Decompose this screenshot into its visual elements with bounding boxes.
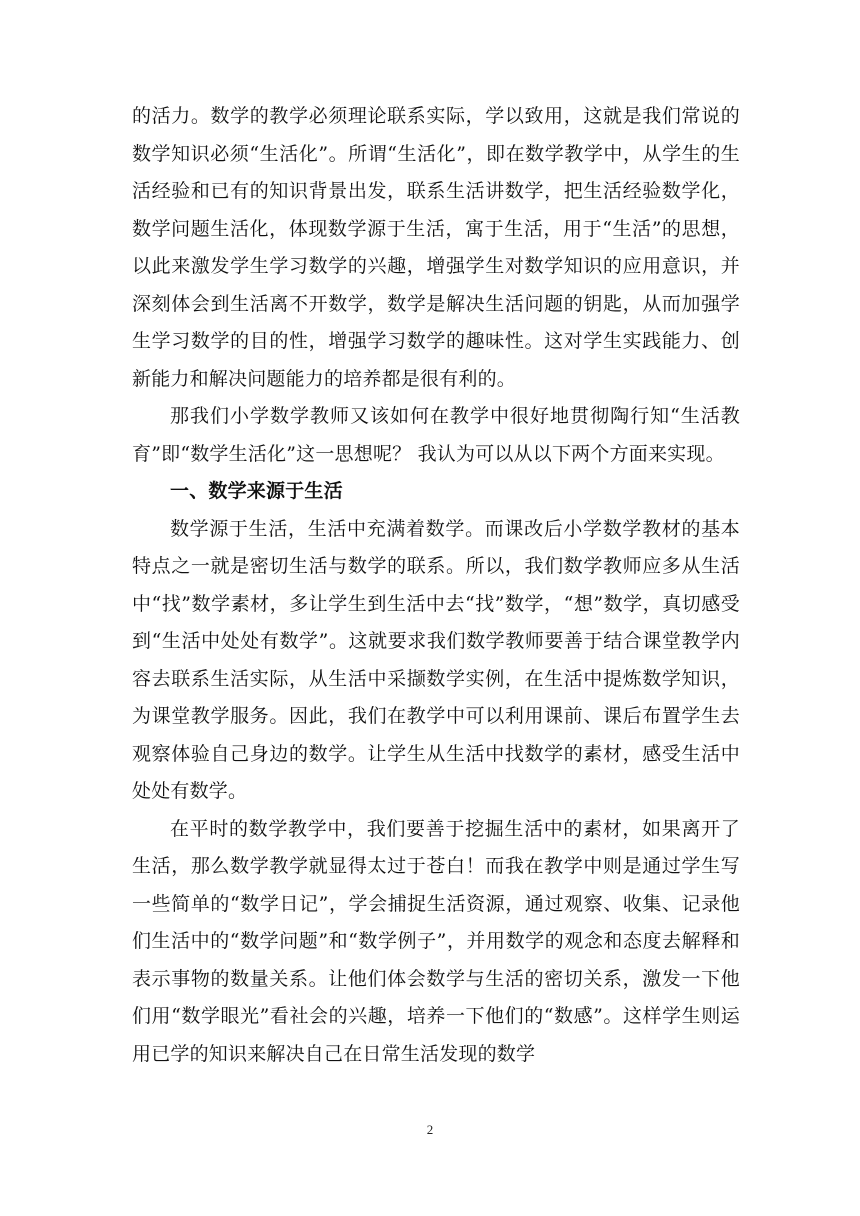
body-paragraph-3: 数学源于生活，生活中充满着数学。而课改后小学数学教材的基本特点之一就是密切生活与数学的联系。所以，我们数学教师应多从生活中“找”数学素材，多让学生到生活中去“找”数学，“想”数学，真切感受到“生活中处处有数学”。这就要求我们数学教师要善于结合课堂教学内容去联系生活实际，从生活中采撷数学实例，在生活中提炼数学知识，为课堂教学服务。因此，我们在教学中可以利用课前、课后布置学生去观察体验自己身边的数学。让学生从生活中找数学的素材，感受生活中处处有数学。 bbox=[132, 517, 740, 802]
page-number: 2 bbox=[426, 1122, 434, 1137]
body-paragraph-1: 的活力。数学的教学必须理论联系实际，学以致用，这就是我们常说的数学知识必须“生活化”。所谓“生活化”，即在数学教学中，从学生的生活经验和已有的知识背景出发，联系生活讲数学，把生活经验数学化，数学问题生活化，体现数学源于生活，寓于生活，用于“生活”的思想，以此来激发学生学习数学的兴趣，增强学生对数学知识的应用意识，并深刻体会到生活离不开数学，数学是解决生活问题的钥匙，从而加强学生学习数学的目的性，增强学习数学的趣味性。这对学生实践能力、创新能力和解决问题能力的培养都是很有利的。 bbox=[132, 105, 740, 390]
section-heading: 一、数学来源于生活 bbox=[170, 480, 343, 502]
body-paragraph-2: 那我们小学数学教师又该如何在教学中很好地贯彻陶行知“生活教育”即“数学生活化”这一思想呢？ 我认为可以从以下两个方面来实现。 bbox=[132, 405, 740, 465]
body-paragraph-4: 在平时的数学教学中，我们要善于挖掘生活中的素材，如果离开了生活，那么数学教学就显得太过于苍白！而我在教学中则是通过学生写一些简单的“数学日记”，学会捕捉生活资源，通过观察、收集、记录他们生活中的“数学问题”和“数学例子”，并用数学的观念和态度去解释和表示事物的数量关系。让他们体会数学与生活的密切关系，激发一下他们用“数学眼光”看社会的兴趣，培养一下他们的“数感”。这样学生则运用已学的知识来解决自己在日常生活发现的数学 bbox=[132, 817, 740, 1065]
document-page bbox=[132, 98, 740, 1073]
